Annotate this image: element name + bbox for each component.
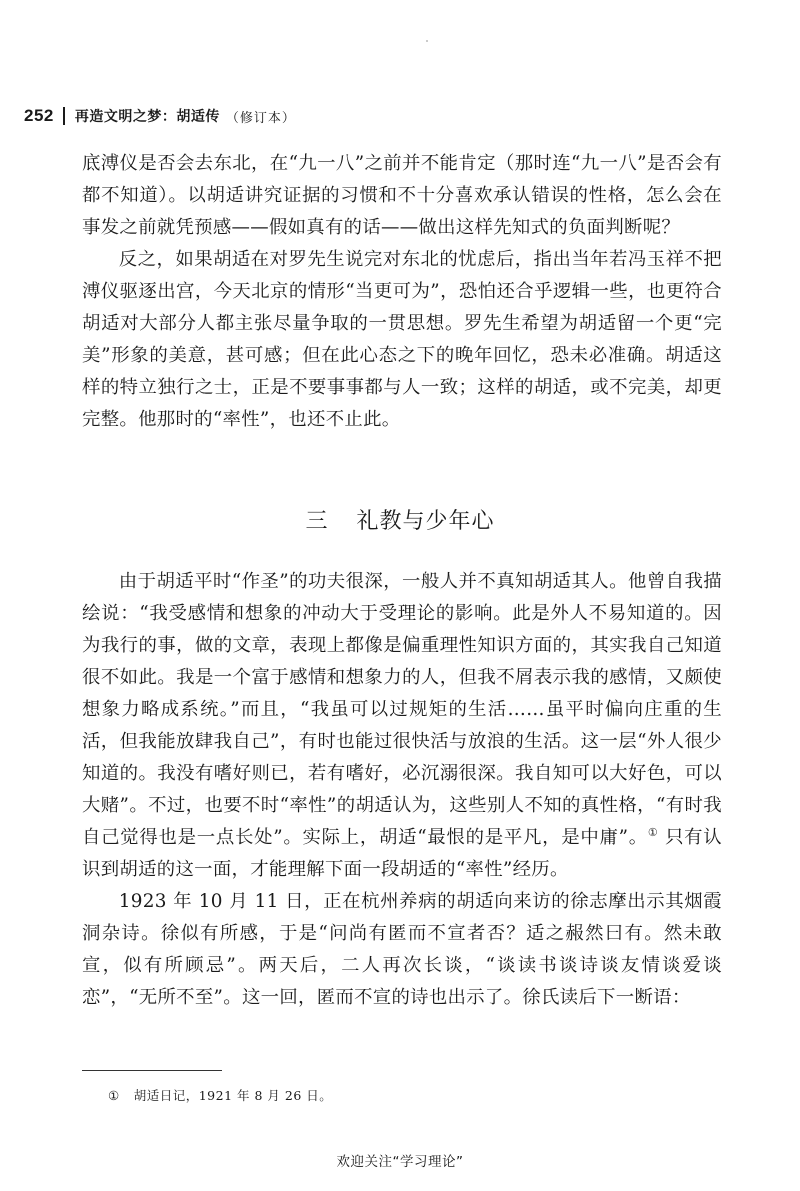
body-text-upper [82, 148, 722, 436]
paragraph: 1923 年 10 月 11 日，正在杭州养病的胡适向来访的徐志摩出示其烟霞洞杂诗。徐似有所感，于是“问尚有匿而不宣者否？适之赧然曰有。然未敢宣，似有所顾忌”。两天后，二人再次长谈，“谈读书谈诗谈友情谈爱谈恋”，“无所不至”。这一回，匿而不宣的诗也出示了。徐氏读后下一断语： [82, 891, 722, 1008]
footnote [108, 1086, 332, 1106]
header-divider [63, 107, 65, 125]
section-title: 礼教与少年心 [356, 509, 495, 534]
section-number: 三 [305, 509, 329, 534]
footnote-marker: ① [108, 1088, 120, 1103]
running-header [24, 104, 296, 128]
footnote-reference: ① [647, 825, 659, 839]
book-title: 再造文明之梦：胡适传 [74, 109, 220, 125]
paragraph-text: 只有认识到胡适的这一面，才能理解下面一段胡适的“率性”经历。 [82, 827, 723, 880]
page-number: 252 [24, 106, 54, 125]
scan-speck [426, 40, 428, 42]
body-text-lower [82, 566, 722, 1014]
footnote-divider [82, 1070, 222, 1071]
paragraph-text: 由于胡适平时“作圣”的功夫很深，一般人并不真知胡适其人。他曾自我描绘说：“我受感情和想象的冲动大于受理论的影响。此是外人不易知道的。因为我行的事，做的文章，表现上都像是偏重理性知识方面的，其实我自己知道很不如此。我是一个富于感情和想象力的人，但我不屑表示我的感情，又颇使想象力略成系统。”而且，“我虽可以过规矩的生活……虽平时偏向庄重的生活，但我能放肆我自己”，有时也能过很快活与放浪的生活。这一层“外人很少知道的。我没有嗜好则已，若有嗜好，必沉溺很深。我自知可以大好色，可以大赌”。不过，也要不时“率性”的胡适认为，这些别人不知的真性格，“有时我自己觉得也是一点长处”。实际上，胡适“最恨的是平凡，是中庸”。 [82, 571, 722, 848]
paragraph: 反之，如果胡适在对罗先生说完对东北的忧虑后，指出当年若冯玉祥不把溥仪驱逐出宫，今天北京的情形“当更可为”，恐怕还合乎逻辑一些，也更符合胡适对大部分人都主张尽量争取的一贯思想。罗先生希望为胡适留一个更“完美”形象的美意，甚可感；但在此心态之下的晚年回忆，恐未必准确。胡适这样的特立独行之士，正是不要事事都与人一致；这样的胡适，或不完美，却更完整。他那时的“率性”，也还不止此。 [82, 249, 722, 430]
footer-watermark: 欢迎关注“学习理论” [336, 1154, 464, 1170]
paragraph-continued: 底溥仪是否会去东北，在“九一八”之前并不能肯定（那时连“九一八”是否会有都不知道）。以胡适讲究证据的习惯和不十分喜欢承认错误的性格，怎么会在事发之前就凭预感——假如真有的话——做出这样先知式的负面判断呢？ [82, 153, 722, 238]
section-heading [0, 506, 800, 538]
footnote-text: 胡适日记，1921 年 8 月 26 日。 [133, 1088, 333, 1103]
paragraph [82, 566, 722, 886]
book-subtitle: （修订本） [225, 110, 296, 126]
